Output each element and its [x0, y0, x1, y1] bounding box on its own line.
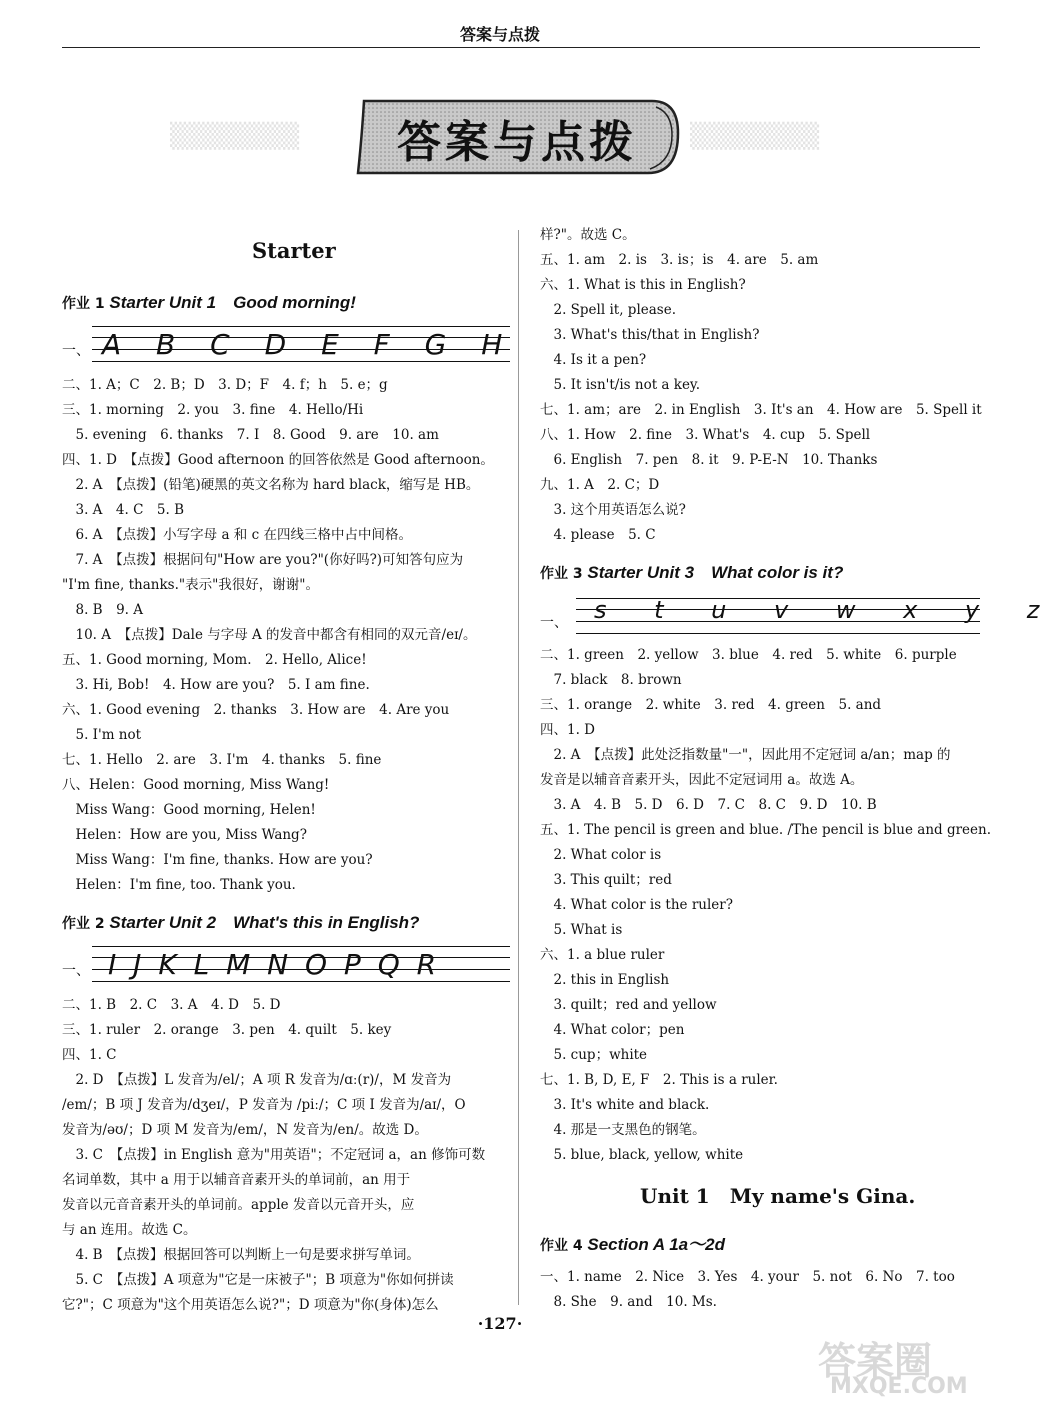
answer-line: 六、1. What is this in English? — [540, 277, 746, 293]
writing-lines-2-prefix: 一、 — [62, 963, 90, 979]
answer-line: 六、1. Good evening 2. thanks 3. How are 4. Are you — [62, 702, 450, 718]
answer-line: 5. blue, black, yellow, white — [540, 1147, 744, 1163]
header-rule — [62, 47, 980, 48]
answer-line: 发音是以辅音音素开头，因此不定冠词用 a。故选 A。 — [540, 772, 864, 788]
answer-line: 三、1. orange 2. white 3. red 4. green 5. and — [540, 697, 882, 713]
answer-line: 5. evening 6. thanks 7. I 8. Good 9. are 10. am — [62, 427, 439, 443]
column-divider — [518, 230, 519, 1305]
answer-line: 2. What color is — [540, 847, 662, 863]
answer-line: 2. this in English — [540, 972, 670, 988]
homework-3-heading — [540, 558, 843, 583]
answer-line: 7. black 8. brown — [540, 672, 682, 688]
writing-lines-1-prefix: 一、 — [62, 343, 90, 359]
writing-letters-1: A B C D E F G H — [102, 328, 516, 361]
homework-2-title: Starter Unit 2 What's this in English? — [109, 913, 420, 932]
homework-4-heading — [540, 1230, 725, 1255]
answer-line: 4. Is it a pen? — [540, 352, 647, 368]
running-header: 答案与点拨 — [459, 25, 540, 44]
answer-line: 2. A 【点拨】(铅笔)硬黑的英文名称为 hard black，缩写是 HB。 — [62, 477, 480, 493]
answer-line: 样?"。故选 C。 — [540, 227, 636, 243]
answer-line: 3. It's white and black. — [540, 1097, 710, 1113]
answer-line: 2. D 【点拨】L 发音为/el/；A 项 R 发音为/ɑː(r)/，M 发音为 — [62, 1072, 452, 1088]
answer-line: 6. A 【点拨】小写字母 a 和 c 在四线三格中占中间格。 — [62, 527, 412, 543]
answer-line: 3. This quilt；red — [540, 872, 672, 888]
unit-1-title: Unit 1 My name's Gina. — [640, 1184, 916, 1208]
writing-letters-3: s t u v w x y z — [594, 596, 1059, 624]
answer-line: 四、1. C — [62, 1047, 117, 1063]
answer-line: 7. A 【点拨】根据问句"How are you?"(你好吗?)可知答句应为 — [62, 552, 464, 568]
homework-1-heading — [62, 288, 356, 313]
answer-line: 6. English 7. pen 8. it 9. P-E-N 10. Thanks — [540, 452, 878, 468]
answer-line: 四、1. D 【点拨】Good afternoon 的回答依然是 Good afternoon。 — [62, 452, 494, 468]
answer-line: 三、1. ruler 2. orange 3. pen 4. quilt 5. key — [62, 1022, 392, 1038]
homework-2-label: 作业 2 — [62, 916, 105, 932]
answer-line: Miss Wang：I'm fine, thanks. How are you? — [62, 852, 373, 868]
answer-line: 3. What's this/that in English? — [540, 327, 760, 343]
writing-lines-3-prefix: 一、 — [540, 615, 568, 631]
answer-line: 3. Hi, Bob! 4. How are you? 5. I am fine. — [62, 677, 370, 693]
homework-1-answers — [62, 376, 512, 901]
answer-line: 8. B 9. A — [62, 602, 144, 618]
watermark-url: MXQE.COM — [830, 1374, 968, 1399]
answer-line: 4. B 【点拨】根据回答可以判断上一句是要求拼写单词。 — [62, 1247, 420, 1263]
answer-line: 10. A 【点拨】Dale 与字母 A 的发音中都含有相同的双元音/eɪ/。 — [62, 627, 477, 643]
answer-line: 5. I'm not — [62, 727, 142, 743]
answer-line: 5. C 【点拨】A 项意为"它是一床被子"；B 项意为"你如何拼读 — [62, 1272, 454, 1288]
answer-line: 它?"；C 项意为"这个用英语怎么说?"；D 项意为"你(身体)怎么 — [62, 1297, 439, 1313]
answer-line: 4. What color；pen — [540, 1022, 685, 1038]
answer-line: 七、1. B, D, E, F 2. This is a ruler. — [540, 1072, 778, 1088]
answer-line: 8. She 9. and 10. Ms. — [540, 1294, 717, 1310]
answer-line: 3. A 4. C 5. B — [62, 502, 185, 518]
answer-line: 四、1. D — [540, 722, 595, 738]
homework-3-title: Starter Unit 3 What color is it? — [587, 563, 844, 582]
answer-line: 九、1. A 2. C；D — [540, 477, 660, 493]
writing-lines-3 — [540, 596, 1059, 634]
answer-line: 5. cup；white — [540, 1047, 648, 1063]
answer-line: 二、1. B 2. C 3. A 4. D 5. D — [62, 997, 281, 1013]
answer-line: Helen：How are you, Miss Wang? — [62, 827, 307, 843]
answer-line: Helen：I'm fine, too. Thank you. — [62, 877, 296, 893]
answer-line: 3. A 4. B 5. D 6. D 7. C 8. C 9. D 10. B — [540, 797, 877, 813]
writing-letters-2: I J K L M N O P Q R — [108, 948, 441, 981]
right-column-top-answers — [540, 226, 980, 551]
answer-line: 一、1. name 2. Nice 3. Yes 4. your 5. not 6. No 7. too — [540, 1269, 955, 1285]
homework-2-answers — [62, 996, 512, 1321]
section-title-starter: Starter — [252, 238, 336, 263]
answer-line: 5. What is — [540, 922, 623, 938]
page-number: ·127· — [477, 1314, 523, 1333]
homework-1-title: Starter Unit 1 Good morning! — [109, 293, 356, 312]
homework-2-heading — [62, 908, 419, 933]
answer-line: "I'm fine, thanks."表示"我很好，谢谢"。 — [62, 577, 320, 593]
homework-4-title: Section A 1a～2d — [587, 1235, 725, 1254]
answer-line: 七、1. am；are 2. in English 3. It's an 4. How are 5. Spell it — [540, 402, 982, 418]
answer-line: 4. please 5. C — [540, 527, 656, 543]
answer-line: 二、1. A；C 2. B；D 3. D；F 4. f；h 5. e；g — [62, 377, 388, 393]
watermark-logo: 答案圈 — [818, 1339, 933, 1383]
writing-lines-2 — [62, 946, 510, 982]
writing-lines-1 — [62, 326, 516, 362]
answer-line: 名词单数，其中 a 用于以辅音音素开头的单词前，an 用于 — [62, 1172, 411, 1188]
answer-line: 二、1. green 2. yellow 3. blue 4. red 5. white 6. purple — [540, 647, 957, 663]
answer-line: 2. A 【点拨】此处泛指数量"一"，因此用不定冠词 a/an；map 的 — [540, 747, 951, 763]
answer-line: 五、1. Good morning, Mom. 2. Hello, Alice! — [62, 652, 367, 668]
answer-line: 与 an 连用。故选 C。 — [62, 1222, 197, 1238]
answer-line: 3. 这个用英语怎么说? — [540, 502, 686, 518]
answer-line: 八、Helen：Good morning, Miss Wang! — [62, 777, 330, 793]
answer-line: 2. Spell it, please. — [540, 302, 677, 318]
answer-line: 发音以元音音素开头的单词前。apple 发音以元音开头，应 — [62, 1197, 415, 1213]
homework-3-answers — [540, 646, 992, 1171]
banner-decoration-right: ▒▒▒▒▒▒▒ — [690, 122, 820, 150]
homework-1-label: 作业 1 — [62, 296, 105, 312]
answer-line: 3. quilt；red and yellow — [540, 997, 717, 1013]
answer-line: 5. It isn't/is not a key. — [540, 377, 701, 393]
answer-line: Miss Wang：Good morning, Helen! — [62, 802, 316, 818]
answer-line: 4. 那是一支黑色的钢笔。 — [540, 1122, 706, 1138]
answer-line: 五、1. am 2. is 3. is；is 4. are 5. am — [540, 252, 819, 268]
homework-4-label: 作业 4 — [540, 1238, 583, 1254]
answer-line: 3. C 【点拨】in English 意为"用英语"；不定冠词 a，an 修饰可数 — [62, 1147, 486, 1163]
answer-line: 七、1. Hello 2. are 3. I'm 4. thanks 5. fine — [62, 752, 382, 768]
answer-line: 八、1. How 2. fine 3. What's 4. cup 5. Spell — [540, 427, 871, 443]
answer-line: 六、1. a blue ruler — [540, 947, 665, 963]
banner-title: 答案与点拨 — [397, 117, 637, 168]
banner-decoration-left: ▒▒▒▒▒▒▒ — [170, 122, 300, 150]
answer-line: /em/；B 项 J 发音为/dʒeɪ/，P 发音为 /piː/；C 项 I 发音为/aɪ/，O — [62, 1097, 466, 1113]
answer-line: 发音为/əʊ/；D 项 M 发音为/em/，N 发音为/en/。故选 D。 — [62, 1122, 428, 1138]
answer-line: 三、1. morning 2. you 3. fine 4. Hello/Hi — [62, 402, 364, 418]
homework-3-label: 作业 3 — [540, 566, 583, 582]
answer-line: 五、1. The pencil is green and blue. /The pencil is blue and green. — [540, 822, 992, 838]
homework-4-answers — [540, 1268, 980, 1318]
answer-line: 4. What color is the ruler? — [540, 897, 733, 913]
